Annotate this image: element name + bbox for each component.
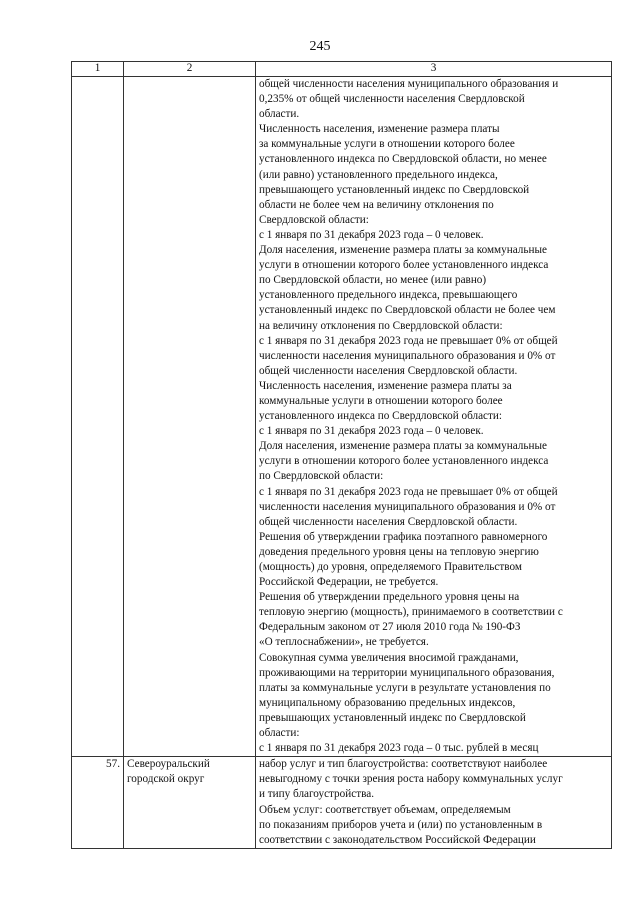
table-header-row [72,62,612,77]
description-line: с 1 января по 31 декабря 2023 года – 0 человек. [259,228,484,241]
description-cell [256,757,612,849]
description-line: установленного индекса по Свердловской области, но менее [259,153,547,166]
description-line: услуги в отношении которого более установленного индекса [259,455,549,468]
description-line: соответствии с законодательством Российской Федерации [259,833,536,846]
description-line: Свердловской области: [259,213,369,226]
description-line: за коммунальные услуги в отношении которого более [259,138,515,151]
description-line: по Свердловской области, но менее (или равно) [259,274,487,287]
description-line: Численность населения, изменение размера платы [259,123,500,136]
description-line: Российской Федерации, не требуется. [259,576,439,589]
table-row [72,77,612,757]
description-line: «О теплоснабжении», не требуется. [259,636,429,649]
description-line: с 1 января по 31 декабря 2023 года не превышает 0% от общей [259,334,558,347]
description-line: общей численности населения Свердловской области. [259,364,518,377]
column-header-2: 2 [124,62,256,77]
description-line: превышающего установленный индекс по Свердловской [259,183,530,196]
description-line: невыгодному с точки зрения роста набору коммунальных услуг [259,773,563,786]
description-line: численности населения муниципального образования и 0% от [259,500,556,513]
table-row [72,757,612,849]
description-line: Доля населения, изменение размера платы за коммунальные [259,440,547,453]
description-line: Решения об утверждении графика поэтапного равномерного [259,530,548,543]
municipality-name-line: городской округ [127,773,205,786]
description-line: с 1 января по 31 декабря 2023 года – 0 тыс. рублей в месяц [259,742,539,755]
description-line: по Свердловской области: [259,470,384,483]
description-line: Совокупная сумма увеличения вносимой гражданами, [259,651,519,664]
description-line: Численность населения, изменение размера платы за [259,379,512,392]
description-line: области: [259,727,300,740]
description-line: общей численности населения муниципального образования и [259,78,559,90]
description-line: превышающих установленный индекс по Свердловской [259,711,526,724]
description-line: области не более чем на величину отклонения по [259,198,494,211]
description-line: услуги в отношении которого более установленного индекса [259,259,549,272]
description-line: на величину отклонения по Свердловской области: [259,319,503,332]
description-line: (или равно) установленного предельного индекса, [259,168,498,181]
description-line: доведения предельного уровня цены на тепловую энергию [259,545,539,558]
municipality-name-line: Североуральский [127,758,210,771]
description-line: Объем услуг: соответствует объемам, определяемым [259,803,511,816]
description-line: с 1 января по 31 декабря 2023 года – 0 человек. [259,425,484,438]
municipality-cell [124,77,256,757]
description-line: общей численности населения Свердловской области. [259,515,518,528]
description-line: установленного индекса по Свердловской области: [259,410,503,423]
description-line: по показаниям приборов учета и (или) по установленным в [259,818,543,831]
description-line: области. [259,108,300,121]
column-header-1: 1 [72,62,124,77]
description-line: проживающими на территории муниципального образования, [259,666,555,679]
description-line: 0,235% от общей численности населения Свердловской [259,93,525,106]
tariff-table [71,61,612,849]
description-line: установленный индекс по Свердловской области не более чем [259,304,556,317]
description-line: Доля населения, изменение размера платы за коммунальные [259,244,547,257]
description-line: и типу благоустройства. [259,788,374,801]
description-cell [256,77,612,757]
description-line: коммунальные услуги в отношении которого более [259,394,503,407]
row-number-cell [72,77,124,757]
description-line: набор услуг и тип благоустройства: соответствуют наиболее [259,758,548,771]
description-line: установленного предельного индекса, превышающего [259,289,518,302]
description-line: Федеральным законом от 27 июля 2010 года № 190-ФЗ [259,621,521,634]
description-line: платы за коммунальные услуги в результате установления по [259,681,551,694]
municipality-cell [124,757,256,849]
description-line: с 1 января по 31 декабря 2023 года не превышает 0% от общей [259,485,558,498]
description-line: Решения об утверждении предельного уровня цены на [259,591,520,604]
description-line: численности населения муниципального образования и 0% от [259,349,556,362]
description-line: тепловую энергию (мощность), принимаемого в соответствии с [259,606,563,619]
description-line: (мощность) до уровня, определяемого Правительством [259,561,522,573]
column-header-3: 3 [256,62,612,77]
description-line: муниципальному образованию предельных индексов, [259,696,516,709]
row-number-cell: 57. [72,757,124,849]
page-number: 245 [309,39,331,54]
